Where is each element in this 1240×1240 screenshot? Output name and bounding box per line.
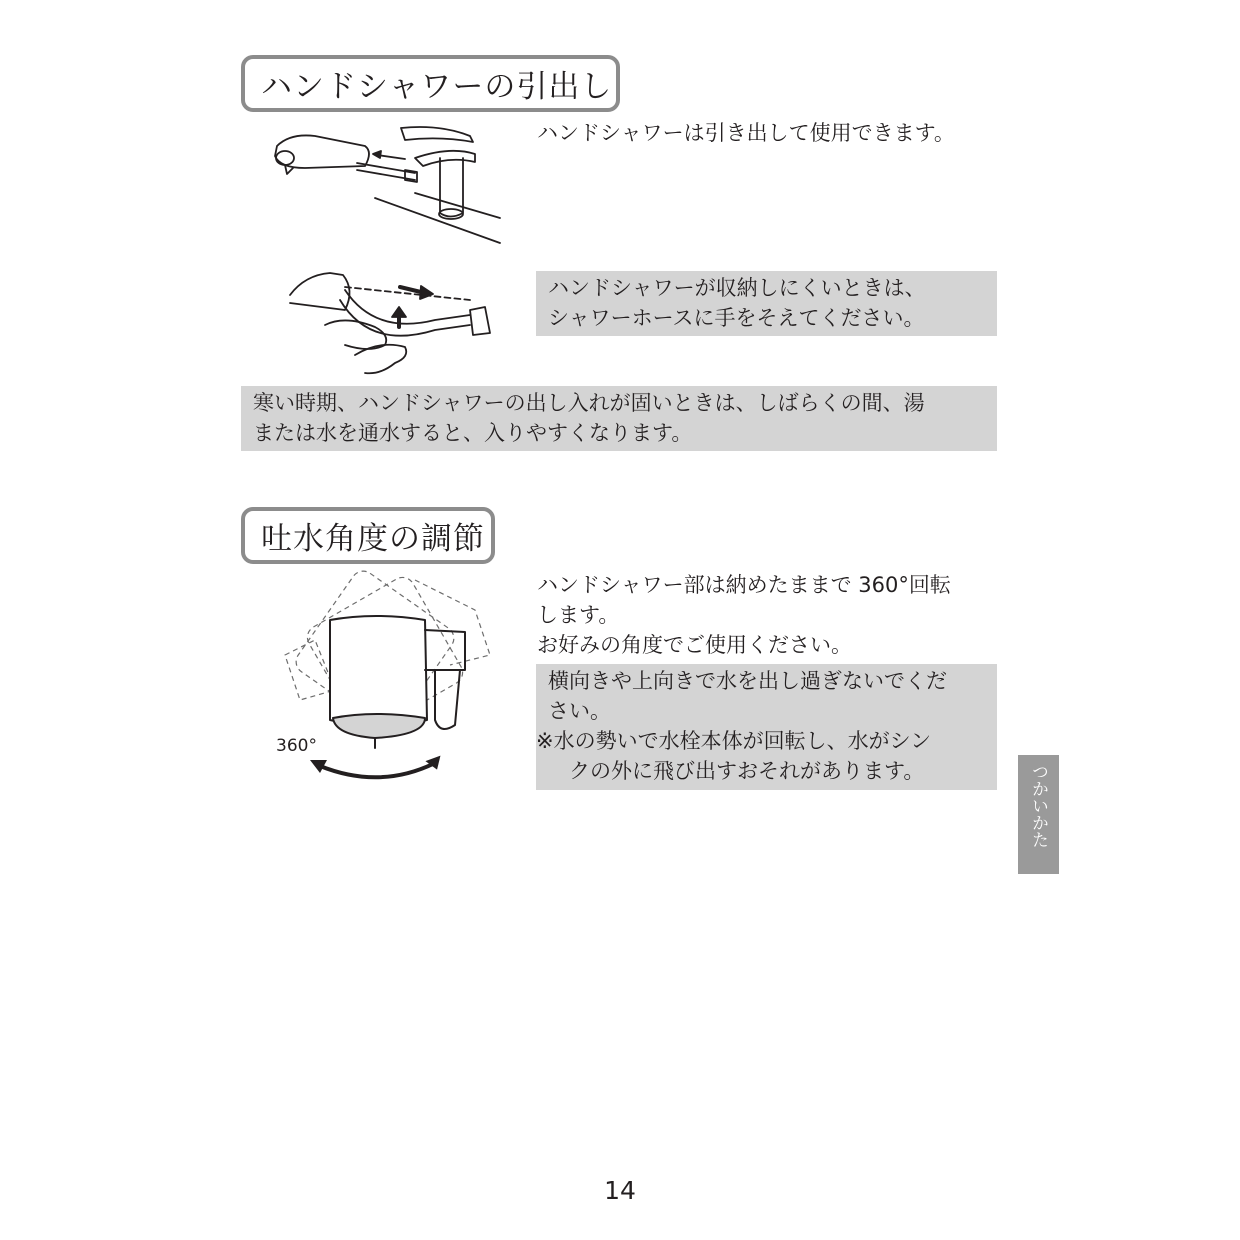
- faucet-pullout-illustration: [265, 118, 510, 243]
- rotation-label: 360°: [276, 736, 317, 756]
- section2-caution-note: [536, 664, 997, 790]
- side-tab-usage: [1018, 755, 1059, 874]
- note-line: さい。: [548, 699, 611, 723]
- description-line: ハンドシャワー部は納めたままで 360°回転: [537, 573, 951, 597]
- note-line: ※水の勢いで水栓本体が回転し、水がシン: [536, 729, 932, 753]
- section1-hose-note: [536, 271, 997, 336]
- section-title: 吐水角度の調節: [261, 521, 485, 557]
- page-number: 14: [604, 1176, 636, 1205]
- description-line: お好みの角度でご使用ください。: [537, 633, 852, 657]
- side-tab-label: つかいかた: [1028, 763, 1048, 848]
- note-line: 横向きや上向きで水を出し過ぎないでくだ: [548, 669, 947, 693]
- note-line: クの外に飛び出すおそれがあります。: [548, 759, 925, 783]
- hand-guiding-hose-illustration: [285, 265, 500, 380]
- section1-cold-weather-note: [241, 386, 997, 451]
- note-line: ハンドシャワーが収納しにくいときは、: [548, 276, 926, 300]
- section1-description: ハンドシャワーは引き出して使用できます。: [537, 121, 955, 145]
- note-line: 寒い時期、ハンドシャワーの出し入れが固いときは、しばらくの間、湯: [253, 391, 925, 415]
- note-line: シャワーホースに手をそえてください。: [548, 306, 925, 330]
- section-title: ハンドシャワーの引出し: [261, 69, 613, 105]
- note-line: または水を通水すると、入りやすくなります。: [253, 421, 693, 445]
- section2-description: [537, 570, 951, 660]
- section-heading-hand-shower-pullout: [241, 55, 620, 112]
- section-heading-spout-angle: [241, 507, 495, 564]
- description-line: します。: [537, 603, 620, 627]
